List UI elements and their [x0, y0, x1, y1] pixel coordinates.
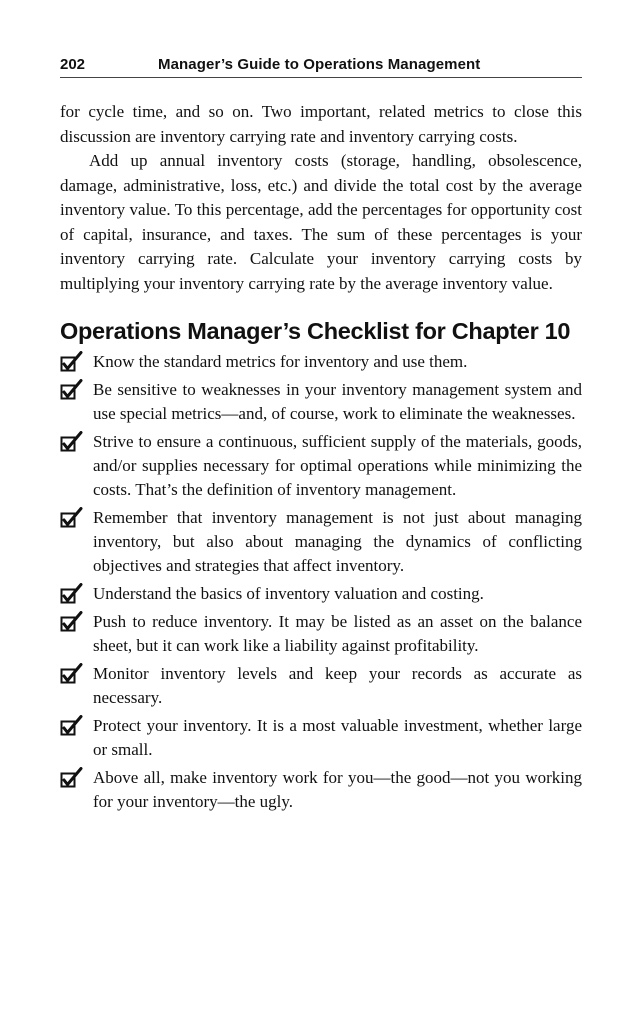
section-heading: Operations Manager’s Checklist for Chapter 10: [60, 318, 571, 344]
checklist-item-text: Be sensitive to weaknesses in your inventory management system and use special metrics—and, of course, work to eliminate the weaknesses.: [93, 380, 582, 423]
checkmark-box-icon: [60, 611, 84, 633]
checkmark-box-icon: [60, 351, 84, 373]
book-page: [60, 56, 582, 818]
checklist-item: [60, 430, 582, 502]
checklist-item: [60, 662, 582, 710]
checklist-item-text: Above all, make inventory work for you—the good—not you working for your inventory—the ugly.: [93, 768, 582, 811]
checklist-item-text: Remember that inventory management is not just about managing inventory, but also about managing the dynamics of conflicting objectives and strategies that affect inventory.: [93, 508, 582, 575]
checklist-item: [60, 766, 582, 814]
paragraph: Add up annual inventory costs (storage, handling, obsolescence, damage, administrative, loss, etc.) and divide the total cost by the average inventory value. To this percentage, add the percentages for opportunity cost of capital, insurance, and taxes. The sum of these percentages is your inventory carrying rate. Calculate your inventory carrying costs by multiplying your inventory carrying rate by the average inventory value.: [60, 151, 582, 293]
checkmark-box-icon: [60, 767, 84, 789]
checkmark-box-icon: [60, 507, 84, 529]
checklist-item-text: Monitor inventory levels and keep your records as accurate as necessary.: [93, 664, 582, 707]
checklist-item: [60, 378, 582, 426]
paragraph: for cycle time, and so on. Two important, related metrics to close this discussion are inventory carrying rate and inventory carrying costs.: [60, 102, 582, 146]
checklist-item-text: Strive to ensure a continuous, sufficient supply of the materials, goods, and/or supplies necessary for optimal operations while minimizing the costs. That’s the definition of inventory management.: [93, 432, 582, 499]
checklist-item-text: Push to reduce inventory. It may be listed as an asset on the balance sheet, but it can work like a liability against profitability.: [93, 612, 582, 655]
checklist-item: [60, 506, 582, 578]
checkmark-box-icon: [60, 379, 84, 401]
running-title: Manager’s Guide to Operations Management: [158, 56, 481, 73]
checklist-item-text: Know the standard metrics for inventory and use them.: [93, 352, 468, 371]
checkmark-box-icon: [60, 583, 84, 605]
checklist-item: [60, 610, 582, 658]
checklist-item-text: Protect your inventory. It is a most valuable investment, whether large or small.: [93, 716, 582, 759]
body-text: [60, 100, 582, 296]
checklist: [60, 350, 582, 814]
checklist-item-text: Understand the basics of inventory valuation and costing.: [93, 584, 484, 603]
running-header: [60, 56, 582, 78]
checklist-item: [60, 350, 582, 374]
checkmark-box-icon: [60, 431, 84, 453]
page-number: 202: [60, 56, 86, 73]
checkmark-box-icon: [60, 715, 84, 737]
checkmark-box-icon: [60, 663, 84, 685]
checklist-item: [60, 582, 582, 606]
checklist-item: [60, 714, 582, 762]
